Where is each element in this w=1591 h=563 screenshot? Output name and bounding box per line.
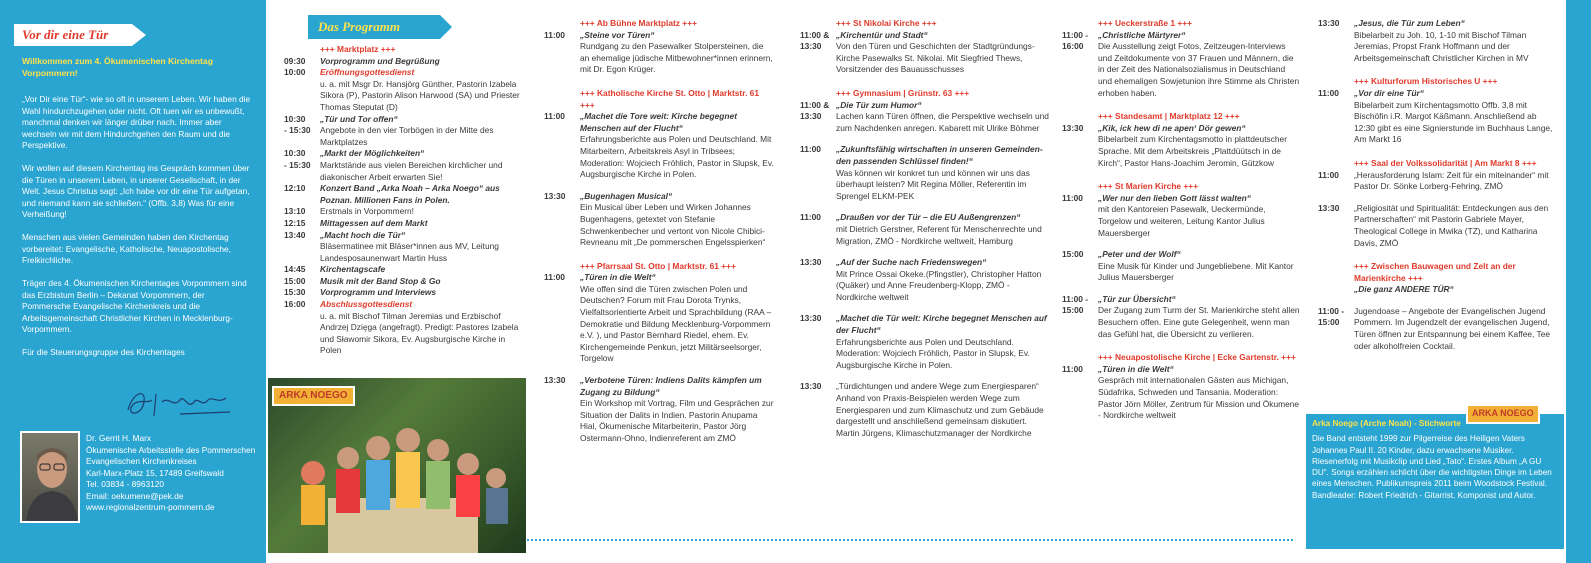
program-entry [1062, 41, 1300, 99]
venue-heading: +++ Standesamt | Marktplatz 12 +++ [1098, 111, 1240, 122]
program-entry [1062, 375, 1300, 421]
program-entry [284, 241, 520, 264]
intro-paragraph: Menschen aus vielen Gemeinden haben den Kirchentag vorbereitet: Evangelische, Katholische, Neuapostolische, Freikirchliche. [22, 232, 231, 265]
program-column-2 [544, 18, 774, 457]
entry-text: Erfahrungsberichte aus Polen und Deutschland. Moderation: Wojciech Fröhlich, Pastor in Slupsk, Ev. Augsburgische Kirche in Polen. [836, 336, 1030, 370]
program-entry [1062, 249, 1300, 261]
program-entry [1318, 18, 1558, 30]
entry-text: „Draußen vor der Tür – die EU Außengrenzen“ [836, 212, 1021, 223]
entry-time: 11:00 [1318, 87, 1339, 98]
entry-text: „Tür und Tor offen“ [320, 113, 398, 124]
venue-section [1318, 261, 1558, 352]
entry-time: 11:00 [544, 111, 565, 122]
author-photo [20, 431, 80, 523]
venue-heading: +++ Neuapostolische Kirche | Ecke Gartenstr. +++ [1098, 352, 1296, 363]
entry-text: „Jesus, die Tür zum Leben“ [1354, 18, 1465, 28]
venue-heading: +++ Katholische Kirche St. Otto | Marktstr. 61 +++ [580, 87, 759, 110]
arka-info-box [1306, 414, 1564, 549]
entry-text: mit Dietrich Gerstner, Referent für Menschenrechte und Migration, ZMÖ - Nordkirche weltweit, Hamburg [836, 223, 1042, 246]
program-entry [800, 29, 1050, 52]
entry-text: Jugendoase – Angebote der Evangelischen Jugend Pommern. Im Jugendzelt der evangelischen Jugend, Türen öffnen zur Entspannung bei einem Kaffee, Tee oder alkoholfreien Cocktail. [1354, 305, 1551, 351]
program-entry [284, 218, 520, 230]
program-entry [800, 224, 1050, 247]
venue-section [544, 261, 774, 445]
entry-text: „Machet die Tore weit: Kirche begegnet Menschen auf der Flucht“ [580, 111, 737, 133]
entry-text: „Zukunftsfähig wirtschaften in unseren Gemeinden- den passenden Schlüssel finden!“ [836, 144, 1043, 166]
venue-heading: +++ Zwischen Bauwagen und Zelt an der Marienkirche +++ [1354, 261, 1516, 283]
arka-title: Arka Noego (Arche Noah) - Stichworte [1312, 419, 1461, 428]
entry-text: „Verbotene Türen: Indiens Dalits kämpfen um Zugang zu Bildung“ [580, 375, 762, 397]
program-entry [800, 41, 1050, 76]
program-entry [544, 202, 774, 248]
program-entry [1318, 170, 1558, 193]
venue-section [1062, 18, 1300, 99]
program-entry [284, 148, 520, 160]
program-entry [284, 160, 520, 183]
entry-time: 09:30 [284, 55, 306, 66]
entry-text: Bibelarbeit zu Joh. 10, 1-10 mit Bischof Tilman Jeremias, Propst Frank Hoffmann und der Arbeitsgemeinschaft Christlicher Kirchen in MV [1354, 29, 1529, 63]
venue-heading: +++ Ueckerstraße 1 +++ [1098, 18, 1193, 28]
entry-time: 12:15 [284, 217, 306, 228]
program-entry [1318, 306, 1558, 352]
entry-time: 11:00 [1062, 363, 1083, 374]
venue-heading: +++ Marktplatz +++ [320, 44, 396, 54]
entry-text: Die Ausstellung zeigt Fotos, Zeitzeugen-Interviews und Zeitdokumente von 37 Frauen und Männern, die in der Zeit des Nationalsozialismus in Deutschland und ehemaligen Sowjetunion ihre Stimme als Christen erhoben haben. [1098, 41, 1300, 98]
program-entry [1318, 30, 1558, 65]
entry-text: Bibelarbeit zum Kirchentagsmotto in plattdeutscher Sprache. Mit dem Arbeitskreis „Plattdüütsch in de Kirch“, Pastor Hans-Joachim Jeromin, Gützkow [1098, 134, 1288, 168]
program-entry [544, 375, 774, 398]
program-entry [284, 276, 520, 288]
entry-time: 13:30 [1318, 18, 1340, 28]
entry-time: 11:00 [1318, 169, 1339, 180]
entry-text: Mit Prince Ossai Okeke.(Pfingstler), Christopher Hatton (Quäker) und Anne Freudenberg-Klopp, ZMÖ - Nordkirche weltweit [836, 268, 1042, 302]
venue-heading: +++ Saal der Volkssolidarität | Am Markt 8 +++ [1354, 157, 1537, 168]
entry-text: „Türen in die Welt“ [1098, 363, 1174, 374]
venue-section [1318, 158, 1558, 249]
entry-text: „Herausforderung Islam: Zeit für ein miteinander“ mit Pastor Dr. Sönke Lorberg-Fehring, ZMÖ [1354, 169, 1549, 192]
entry-time: 12:10 [284, 183, 306, 194]
entry-time: 13:30 [800, 313, 822, 324]
program-entry [1062, 293, 1300, 316]
entry-time: 15:00 [1062, 249, 1084, 260]
program-entry [544, 272, 774, 284]
entry-text: „Christliche Märtyrer“ [1098, 29, 1186, 40]
entry-text: „Die ganz ANDERE TÜR“ [1354, 284, 1454, 295]
venue-section [1062, 352, 1300, 422]
entry-text: Bibelarbeit zum Kirchentagsmotto Offb. 3,8 mit Bischöfin i.R. Margot Käßmann. Anschließend ab 12:30 gibt es eine Signierstunde im Buchhaus Lange, Am Markt 16 [1354, 99, 1553, 145]
entry-time: 13:10 [284, 206, 306, 217]
program-entry [1318, 100, 1558, 146]
entry-text: Kirchentagscafe [320, 264, 386, 275]
program-entry [800, 313, 1050, 336]
program-entry [544, 134, 774, 180]
program-column-3 [800, 18, 1050, 451]
signature [118, 382, 248, 422]
entry-text: „Steine vor Türen“ [580, 29, 655, 40]
entry-text: Gespräch mit internationalen Gästen aus Michigan, Südafrika, Schweden und Tansania. Moderation: Pastor Jörn Möller, Zentrum für Mission und Ökumene - Nordkirche weltweit [1098, 375, 1300, 421]
entry-text: „Peter und der Wolf“ [1098, 249, 1181, 260]
entry-time: 11:00 - 15:00 [1062, 293, 1089, 316]
entry-time: 10:30 [284, 148, 306, 159]
entry-text: Eine Musik für Kinder und Jungebliebene. Mit Kantor Julius Mauersberger [1098, 260, 1294, 283]
entry-text: Abschlussgottesdienst [320, 299, 413, 310]
program-entry [800, 144, 1050, 167]
entry-text: Musik mit der Band Stop & Go [320, 275, 441, 286]
program-entry [800, 337, 1050, 372]
program-entry [544, 41, 774, 76]
program-column-5 [1318, 18, 1558, 364]
entry-text: „Kirchentür und Stadt“ [836, 29, 928, 40]
entry-time: 11:00 - 16:00 [1062, 29, 1089, 52]
entry-text: Angebote in den vier Torbögen in der Mitte des Marktplatzes [320, 125, 494, 147]
entry-text: „Bugenhagen Musical“ [580, 190, 673, 201]
program-entry [544, 30, 774, 42]
entry-time: 11:00 & 13:30 [800, 99, 830, 122]
entry-time: 14:45 [284, 264, 306, 275]
entry-text: „Markt der Möglichkeiten“ [320, 148, 425, 159]
greeting: Willkommen zum 4. Ökumenischen Kirchentag Vorpommern! [22, 56, 213, 78]
venue-heading: +++ St Marien Kirche +++ [1098, 181, 1199, 192]
arka-badge: ARKA NOEGO [1466, 404, 1540, 424]
program-entry [800, 257, 1050, 269]
venue-heading: +++ Gymnasium | Grünstr. 63 +++ [836, 87, 970, 98]
entry-time: 13:30 [544, 375, 566, 386]
program-entry [1062, 261, 1300, 284]
program-entry [284, 311, 520, 357]
contact-block [86, 433, 256, 514]
venue-section [1318, 76, 1558, 146]
entry-time: - 15:30 [284, 125, 311, 136]
entry-time: 16:00 [284, 299, 306, 310]
entry-text: Vorprogramm und Begrüßung [320, 55, 440, 66]
entry-text: „Auf der Suche nach Friedenswegen“ [836, 257, 987, 268]
program-entry [284, 206, 520, 218]
venue-section [800, 88, 1050, 439]
photo-badge: ARKA NOEGO [272, 386, 355, 406]
entry-time: 11:00 [1062, 192, 1083, 203]
intro-paragraph: Träger des 4. Ökumenischen Kirchentages Vorpommern sind das Erzbistum Berlin – Dekanat Vorpommern, der Pommersche Evangelische Kirchenkreis und die Arbeitsgemeinschaft Christlicher Kirchen in Mecklenburg-Vorpommern. [22, 278, 247, 334]
intro-text [22, 94, 254, 370]
program-entry [1062, 305, 1300, 340]
venue-heading: +++ St Nikolai Kirche +++ [836, 18, 937, 28]
entry-text: „Tür zur Übersicht“ [1098, 293, 1176, 304]
entry-text: „Türdichtungen und andere Wege zum Energiesparen“ Anhand von Praxis-Beispielen werden Wege zum Energiesparen und zum Klimaschutz und zum Gebäude dargestellt und anschließend gemeinsam diskutiert. Martin Jürgens, Klimaschutzmanager der Nordkirche [836, 381, 1044, 438]
entry-text: „Macht hoch die Tür“ [320, 229, 406, 240]
band-photo [268, 378, 526, 553]
entry-text: Erfahrungsberichte aus Polen und Deutschland. Mit Mitarbeitern, Arbeitskreis Asyl in Tribsees; Moderation: Wojciech Fröhlich, Pastor in Slupsk, Ev. Augsburgische Kirche in Polen. [580, 134, 774, 180]
entry-time: 13:30 [800, 381, 822, 392]
venue-section [800, 18, 1050, 76]
program-entry [800, 381, 1050, 439]
entry-text: „Kik, ick hew di ne apen‘ Dör gewen“ [1098, 122, 1246, 133]
program-entry [800, 168, 1050, 203]
program-entry [544, 111, 774, 134]
entry-text: Marktstände aus vielen Bereichen kirchlicher und diakonischer Arbeit erwarten Sie! [320, 159, 503, 182]
program-entry [284, 67, 520, 79]
program-entry [1062, 29, 1300, 52]
program-entry [284, 114, 520, 126]
entry-text: Ein Workshop mit Vortrag, Film und Gesprächen zur Situation der Dalits in Indien. Pastorin Anupama Hial, Ökumenische Mitarbeiterin, Pastor Jörg Ostermann-Ohno, Indienreferent am ZMÖ [580, 398, 774, 443]
entry-time: 13:30 [800, 257, 822, 268]
entry-text: „Wer nur den lieben Gott lässt walten“ [1098, 192, 1251, 203]
program-column-4 [1062, 18, 1300, 434]
contact-org: Ökumenische Arbeitsstelle des Pommerschen Evangelischen Kirchenkreises [86, 444, 256, 466]
program-entry [1062, 204, 1300, 239]
program-entry [1318, 284, 1558, 296]
entry-text: „Die Tür zum Humor“ [836, 99, 922, 110]
entry-time: 13:30 [1062, 122, 1084, 133]
entry-text: Vorprogramm und Interviews [320, 287, 437, 298]
entry-text: Eröffnungsgottesdienst [320, 67, 415, 78]
venue-section [1318, 18, 1558, 64]
arka-text: Die Band entsteht 1999 zur Pilgerreise des Heiligen Vaters Johannes Paul II. 20 Kinder, dazu erwachsene Musiker. Riesenerfolg mit Musikclip und Lied „Tato“. Erstes Album „A GU DU“. Songs erzählen schlicht über die wichtigsten Dinge im Leben eines Menschen. Publikumspreis 2011 beim Woodstock Festival. Bandleader: Robert Friedrich - Gitarrist, Komponist und Autor. [1312, 434, 1552, 500]
entry-time: 13:30 [544, 190, 566, 201]
entry-text: Rundgang zu den Pasewalker Stolpersteinen, die an ehemalige jüdische Mitbewohner*innen erinnern, mit Dr. Egon Krüger. [580, 41, 773, 75]
program-entry [284, 230, 520, 242]
entry-text: „Türen in die Welt“ [580, 272, 656, 283]
entry-text: mit den Kantoreien Pasewalk, Ueckermünde, Torgelow und weiteren, Leitung Kantor Julius Mauersberger [1098, 204, 1266, 238]
entry-time: 13:30 [1318, 202, 1340, 213]
entry-time: 15:00 [284, 275, 306, 286]
entry-time: 11:00 [544, 29, 565, 40]
program-entry [800, 212, 1050, 224]
entry-time: 11:00 [800, 144, 821, 155]
entry-text: Mittagessen auf dem Markt [320, 217, 428, 228]
entry-text: „Vor dir eine Tür“ [1354, 87, 1424, 98]
program-entry [800, 111, 1050, 134]
entry-time: 10:30 [284, 113, 306, 124]
entry-text: Ein Musical über Leben und Wirken Johannes Bugenhagens, getextet von Stefanie Schwenkenbecher und vertont von Nicole Chibici-Revneanu mit „De pommerschen Engelsspierken“ [580, 202, 766, 248]
venue-heading: +++ Kulturforum Historisches U +++ [1354, 76, 1498, 87]
program-entry [1062, 193, 1300, 205]
program-banner: Das Programm [308, 15, 440, 39]
program-entry [1062, 123, 1300, 135]
program-entry [1318, 88, 1558, 100]
venue-heading: +++ Ab Bühne Marktplatz +++ [580, 18, 697, 28]
entry-text: u. a. mit Msgr Dr. Hansjörg Günther, Pastorin Izabela Sikora (P), Pastorin Alison Harwood (SA) und Priester Thomas Steputat (D) [320, 78, 520, 112]
program-entry [800, 269, 1050, 304]
program-entry [284, 287, 520, 299]
venue-section [544, 88, 774, 249]
entry-text: Der Zugang zum Turm der St. Marienkirche steht allen Besuchern offen. Eine gute Gelegenheit, wenn man das Gefühl hat, die Übersicht zu verlieren. [1098, 305, 1300, 339]
entry-text: Erstmals in Vorpommern! [320, 206, 415, 217]
contact-name: Dr. Gerrit H. Marx [86, 433, 151, 443]
intro-sidebar [0, 0, 266, 563]
entry-time: 15:30 [284, 287, 306, 298]
entry-time: 11:00 [800, 212, 821, 223]
contact-phone: Tel. 03834 - 8963120 [86, 479, 164, 489]
program-entry [1318, 203, 1558, 249]
entry-time: - 15:30 [284, 159, 311, 170]
program-entry [284, 299, 520, 311]
program-column-1 [284, 44, 520, 357]
contact-address: Karl-Marx-Platz 15, 17489 Greifswald [86, 467, 224, 478]
entry-time: 11:00 - 15:00 [1318, 305, 1345, 328]
entry-time: 11:00 [544, 272, 565, 283]
entry-text: u. a. mit Bischof Tilman Jeremias und Erzbischof Andrzej Dzięga (angefragt). Predigt: Pastores Izabela und Sławomir Sikora, Ev. Augsburgische Kirche in Polen [320, 310, 519, 356]
program-entry [284, 264, 520, 276]
entry-text: Lachen kann Türen öffnen, die Perspektive wechseln und zum Nachdenken anregen. Kabarett mit Ulrike Böhmer [836, 111, 1049, 133]
entry-text: Was können wir konkret tun und können wir uns das überhaupt leisten? Mit Regina Möller, Referentin im Sprengel ELKM-PEK [836, 167, 1030, 201]
entry-time: 10:00 [284, 67, 306, 78]
program-entry [544, 284, 774, 365]
intro-paragraph: Für die Steuerungsgruppe des Kirchentages [22, 347, 185, 357]
intro-paragraph: „Vor Dir eine Tür“- wie so oft in unserem Leben. Wir haben die Wahl hindurchzugehen oder nicht. Oft tuen wir es unbewußt, manchmal denken wir länger drüber nach. Immer aber wechseln wir mit dem Hindurchgehen den Raum und die Perspektive. [22, 94, 251, 150]
entry-time: 13:40 [284, 229, 306, 240]
entry-time: 11:00 & 13:30 [800, 29, 830, 52]
right-edge-strip [1566, 0, 1591, 563]
entry-text: Wie offen sind die Türen zwischen Polen und Deutschen? Forum mit Frau Dorota Trynks, Vielfaltsorientierte Arbeit und Sprachbildung (RAA – Demokratie und Bildung Mecklenburg-Vorpommern e.V. ), und Pastor Bernhard Riedel, ehem. Ev. Kirchengemeinde Penkun, jetzt Militärseelsorger, Torgelow [580, 283, 772, 364]
contact-email[interactable]: Email: oekumene@pek.de [86, 490, 184, 501]
entry-text: Bläsermatinee mit Bläser*innen aus MV, Leitung Landesposaunenwart Martin Huss [320, 241, 499, 263]
program-entry [284, 125, 520, 148]
contact-website[interactable]: www.regionalzentrum-pommern.de [86, 502, 215, 512]
entry-text: Konzert Band „Arka Noah – Arka Noego“ aus Poznan. Millionen Fans in Polen. [320, 183, 500, 205]
venue-section [1062, 111, 1300, 169]
entry-text: „Religiosität und Spiritualität: Entdeckungen aus den Partnerschaften“ mit Pastorin Gabriele Mayer, Theological College in Mwika (TZ), und Katharina Davis, ZMÖ [1354, 202, 1549, 248]
intro-paragraph: Wir wollen auf diesem Kirchentag ins Gespräch kommen über die Türen in unserem Leben, in unserer Gesellschaft, in der Welt. Jesus Christus sagt: „Ich habe vor dir eine Tür aufgetan, und niemand kann sie schließen.“ (Offb. 3,8) Was für eine Verheißung! [22, 163, 250, 219]
program-entry [1062, 134, 1300, 169]
entry-text: Von den Türen und Geschichten der Stadtgründungs-Kirche Pasewalks St. Nikolai. Mit Siegfried Thews, Vorsitzender des Bauausschusses [836, 41, 1035, 75]
venue-section [1062, 181, 1300, 340]
intro-banner: Vor dir eine Tür [14, 24, 132, 46]
venue-heading: +++ Pfarrsaal St. Otto | Marktstr. 61 +++ [580, 260, 736, 271]
entry-text: „Machet die Tür weit: Kirche begegnet Menschen auf der Flucht“ [836, 313, 1047, 336]
program-entry [284, 79, 520, 114]
program-entry [544, 191, 774, 203]
program-entry [284, 56, 520, 68]
venue-section [544, 18, 774, 76]
program-entry [1062, 364, 1300, 376]
program-entry [544, 398, 774, 444]
dotted-divider [527, 539, 1293, 541]
program-entry [284, 183, 520, 206]
